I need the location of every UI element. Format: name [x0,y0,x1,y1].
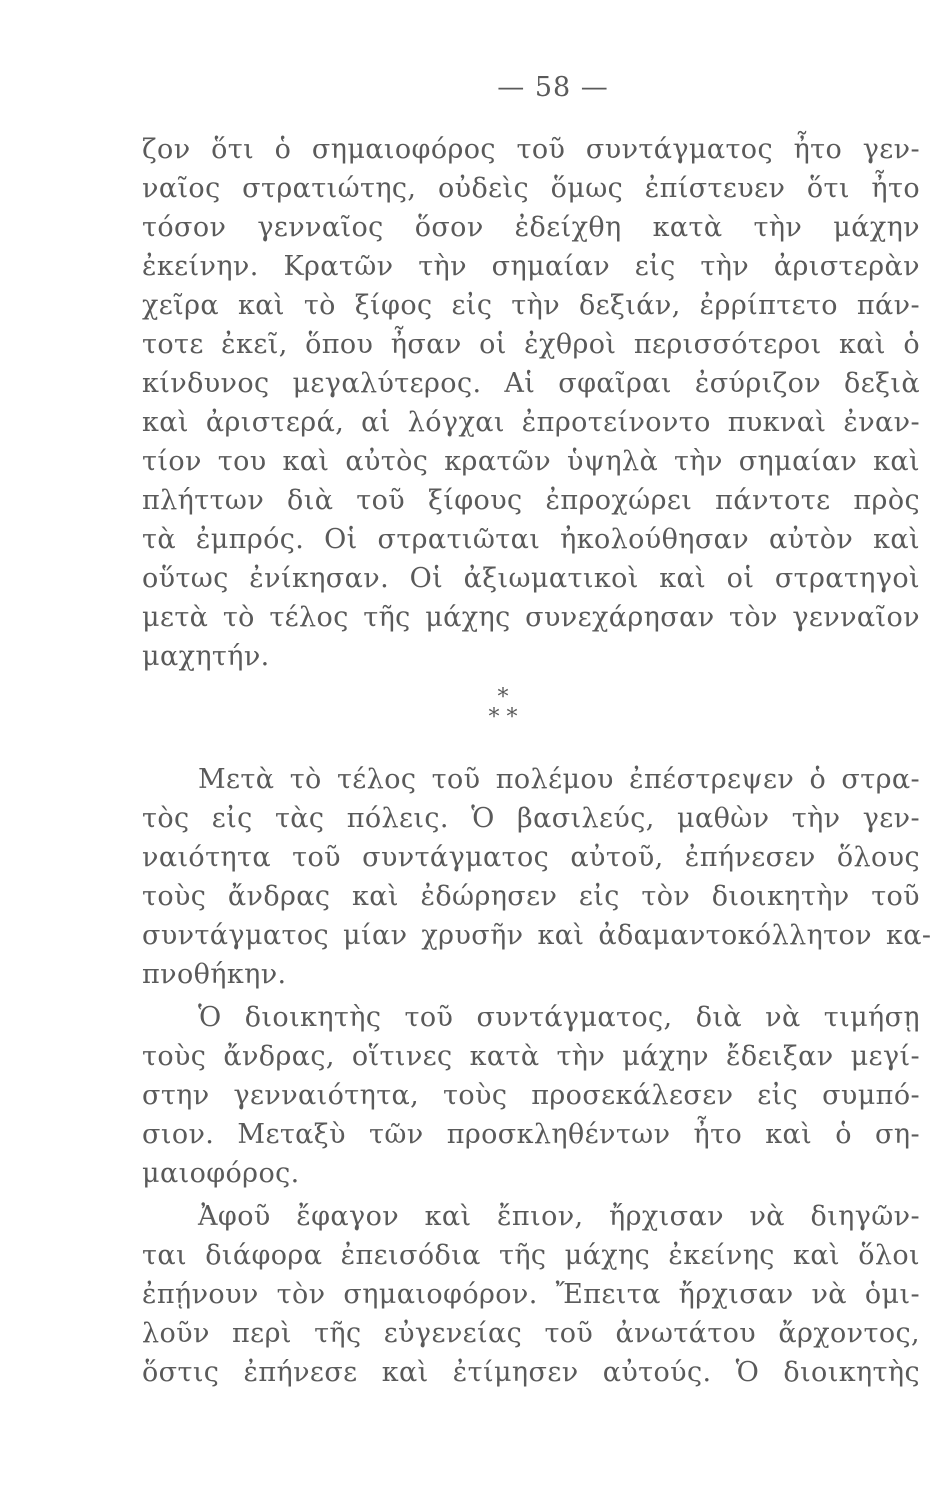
paragraph-continued [142,130,920,676]
text-line: μετὰ τὸ τέλος τῆς μάχης συνεχάρησαν τὸν γενναῖον [142,602,920,633]
text-line: λοῦν περὶ τῆς εὐγενείας τοῦ ἀνωτάτου ἄρχοντος, [142,1318,920,1349]
text-line: ται διάφορα ἐπεισόδια τῆς μάχης ἐκείνης καὶ ὅλοι [142,1240,920,1271]
paragraph [142,760,932,994]
paragraph [142,1197,920,1392]
text-line: ναῖος στρατιώτης, οὐδεὶς ὅμως ἐπίστευεν ὅτι ἦτο [142,173,920,204]
text-line: στην γενναιότητα, τοὺς προσεκάλεσεν εἰς συμπό- [142,1080,920,1111]
text-line: ἐκείνην. Κρατῶν τὴν σημαίαν εἰς τὴν ἀριστερὰν [142,251,920,282]
text-line: ναιότητα τοῦ συντάγματος αὐτοῦ, ἐπήνεσεν ὅλους [142,842,920,873]
text-line: τίον του καὶ αὐτὸς κρατῶν ὑψηλὰ τὴν σημαίαν καὶ [142,446,920,477]
page-number: — 58 — [497,72,609,103]
text-line: πλήττων διὰ τοῦ ξίφους ἐπροχώρει πάντοτε πρὸς [142,485,920,516]
text-line: οὕτως ἐνίκησαν. Οἱ ἀξιωματικοὶ καὶ οἱ στρατηγοὶ [142,563,920,594]
text-line: σιον. Μεταξὺ τῶν προσκληθέντων ἦτο καὶ ὁ ση- [142,1119,920,1150]
text-line: Μετὰ τὸ τέλος τοῦ πολέμου ἐπέστρεψεν ὁ στρα- [198,764,920,795]
text-line: ἐπῄνουν τὸν σημαιοφόρον. Ἔπειτα ἤρχισαν νὰ ὁμι- [142,1279,920,1310]
text-line: κίνδυνος μεγαλύτερος. Αἱ σφαῖραι ἐσύριζον δεξιὰ [142,368,920,399]
text-line: τοὺς ἄνδρας, οἵτινες κατὰ τὴν μάχην ἔδειξαν μεγί- [142,1041,920,1072]
text-line: πνοθήκην. [142,959,287,990]
asterism-bottom: * * [488,705,518,730]
text-line: μαιοφόρος. [142,1158,300,1189]
text-line: τοὺς ἄνδρας καὶ ἐδώρησεν εἰς τὸν διοικητὴν τοῦ [142,881,920,912]
text-line: τοτε ἐκεῖ, ὅπου ἦσαν οἱ ἐχθροὶ περισσότεροι καὶ ὁ [142,329,920,360]
text-line: Ὁ διοικητὴς τοῦ συντάγματος, διὰ νὰ τιμήσῃ [198,1002,920,1033]
text-line: τὰ ἐμπρός. Οἱ στρατιῶται ἠκολούθησαν αὐτὸν καὶ [142,524,920,555]
text-line: ζον ὅτι ὁ σημαιοφόρος τοῦ συντάγματος ἦτο γεν- [142,134,920,165]
paragraph [142,998,920,1193]
text-line: καὶ ἀριστερά, αἱ λόγχαι ἐπροτείνοντο πυκναὶ ἐναν- [142,407,920,438]
text-line: Ἀφοῦ ἔφαγον καὶ ἔπιον, ἤρχισαν νὰ διηγῶν- [198,1201,920,1232]
text-line: χεῖρα καὶ τὸ ξίφος εἰς τὴν δεξιάν, ἐρρίπτετο πάν- [142,290,920,321]
text-line: συντάγματος μίαν χρυσῆν καὶ ἀδαμαντοκόλλητον κα- [142,920,932,951]
asterism-top: * [497,685,509,710]
text-line: μαχητήν. [142,641,270,672]
section-body [142,760,932,1392]
text-line: τὸς εἰς τὰς πόλεις. Ὁ βασιλεύς, μαθὼν τὴν γεν- [142,803,920,834]
section-separator-asterism [30,685,946,730]
text-line: τόσον γενναῖος ὅσον ἐδείχθη κατὰ τὴν μάχην [142,212,920,243]
text-line: ὅστις ἐπήνεσε καὶ ἐτίμησεν αὐτούς. Ὁ διοικητὴς [142,1357,920,1388]
